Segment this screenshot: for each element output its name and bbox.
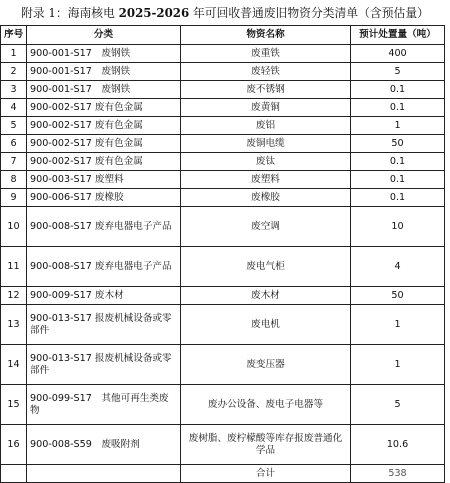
header-no: 序号 [1,26,27,45]
row-category: 900-002-S17 废有色金属 [27,99,181,117]
row-item-name: 废木材 [181,287,351,305]
row-quantity: 1 [351,345,445,385]
row-item-name: 废铝 [181,117,351,135]
row-number: 8 [1,171,27,189]
title-prefix: 附录 1：海南核电 [21,6,115,20]
row-number: 4 [1,99,27,117]
row-number: 3 [1,81,27,99]
table-row [1,425,445,465]
table-row [1,189,445,207]
row-quantity: 1 [351,305,445,345]
row-quantity: 400 [351,45,445,63]
total-value: 538 [351,465,445,483]
row-category: 900-002-S17 废有色金属 [27,153,181,171]
row-category: 900-002-S17 废有色金属 [27,117,181,135]
title-years: 2025-2026 [118,6,190,20]
row-number: 13 [1,305,27,345]
row-quantity: 5 [351,385,445,425]
recyclables-table [0,25,445,483]
table-row [1,45,445,63]
row-quantity: 0.1 [351,189,445,207]
row-number: 9 [1,189,27,207]
row-quantity: 1 [351,117,445,135]
row-number: 15 [1,385,27,425]
table-row [1,81,445,99]
row-quantity: 0.1 [351,153,445,171]
table-row [1,385,445,425]
row-item-name: 废不锈钢 [181,81,351,99]
row-category: 900-008-S17 废弃电器电子产品 [27,247,181,287]
table-header-row [1,26,445,45]
table-row [1,171,445,189]
table-row [1,117,445,135]
row-quantity: 5 [351,63,445,81]
row-category: 900-006-S17 废橡胶 [27,189,181,207]
table-row [1,135,445,153]
row-quantity: 0.1 [351,81,445,99]
row-item-name: 废变压器 [181,345,351,385]
row-quantity: 4 [351,247,445,287]
total-spacer-no [1,465,27,483]
title-rest: 年可回收普通废旧物资分类清单（含预估量） [192,6,429,20]
row-item-name: 废黄铜 [181,99,351,117]
row-category: 900-009-S17 废木材 [27,287,181,305]
row-item-name: 废钛 [181,153,351,171]
row-category: 900-001-S17 废钢铁 [27,81,181,99]
table-row [1,345,445,385]
header-name: 物资名称 [181,26,351,45]
total-spacer-category [27,465,181,483]
header-quantity: 预计处置量（吨） [351,26,445,45]
row-item-name: 废轻铁 [181,63,351,81]
row-item-name: 废电气柜 [181,247,351,287]
total-row [1,465,445,483]
table-row [1,305,445,345]
table-row [1,153,445,171]
row-item-name: 废办公设备、废电子电器等 [181,385,351,425]
table-row [1,207,445,247]
row-item-name: 废铜电缆 [181,135,351,153]
row-category: 900-099-S17 其他可再生类废物 [27,385,181,425]
row-item-name: 废电机 [181,305,351,345]
row-item-name: 废塑料 [181,171,351,189]
row-number: 11 [1,247,27,287]
table-row [1,287,445,305]
row-number: 7 [1,153,27,171]
row-item-name: 废重铁 [181,45,351,63]
row-quantity: 50 [351,135,445,153]
row-number: 2 [1,63,27,81]
row-category: 900-001-S17 废钢铁 [27,63,181,81]
row-category: 900-003-S17 废塑料 [27,171,181,189]
row-number: 12 [1,287,27,305]
row-number: 5 [1,117,27,135]
table-row [1,63,445,81]
total-label: 合计 [181,465,351,483]
row-number: 1 [1,45,27,63]
row-quantity: 0.1 [351,171,445,189]
table-body [1,45,445,483]
row-number: 6 [1,135,27,153]
row-category: 900-002-S17 废有色金属 [27,135,181,153]
row-category: 900-013-S17 报废机械设备或零部件 [27,345,181,385]
row-category: 900-001-S17 废钢铁 [27,45,181,63]
page-title [0,4,450,22]
row-item-name: 废橡胶 [181,189,351,207]
row-category: 900-008-S17 废弃电器电子产品 [27,207,181,247]
row-quantity: 10.6 [351,425,445,465]
row-number: 14 [1,345,27,385]
row-quantity: 50 [351,287,445,305]
row-item-name: 废树脂、废柠檬酸等库存报废普通化学品 [181,425,351,465]
row-category: 900-013-S17 报废机械设备或零部件 [27,305,181,345]
table-row [1,247,445,287]
row-quantity: 0.1 [351,99,445,117]
table-row [1,99,445,117]
row-number: 10 [1,207,27,247]
header-category: 分类 [27,26,181,45]
row-category: 900-008-S59 废吸附剂 [27,425,181,465]
row-quantity: 10 [351,207,445,247]
row-item-name: 废空调 [181,207,351,247]
row-number: 16 [1,425,27,465]
